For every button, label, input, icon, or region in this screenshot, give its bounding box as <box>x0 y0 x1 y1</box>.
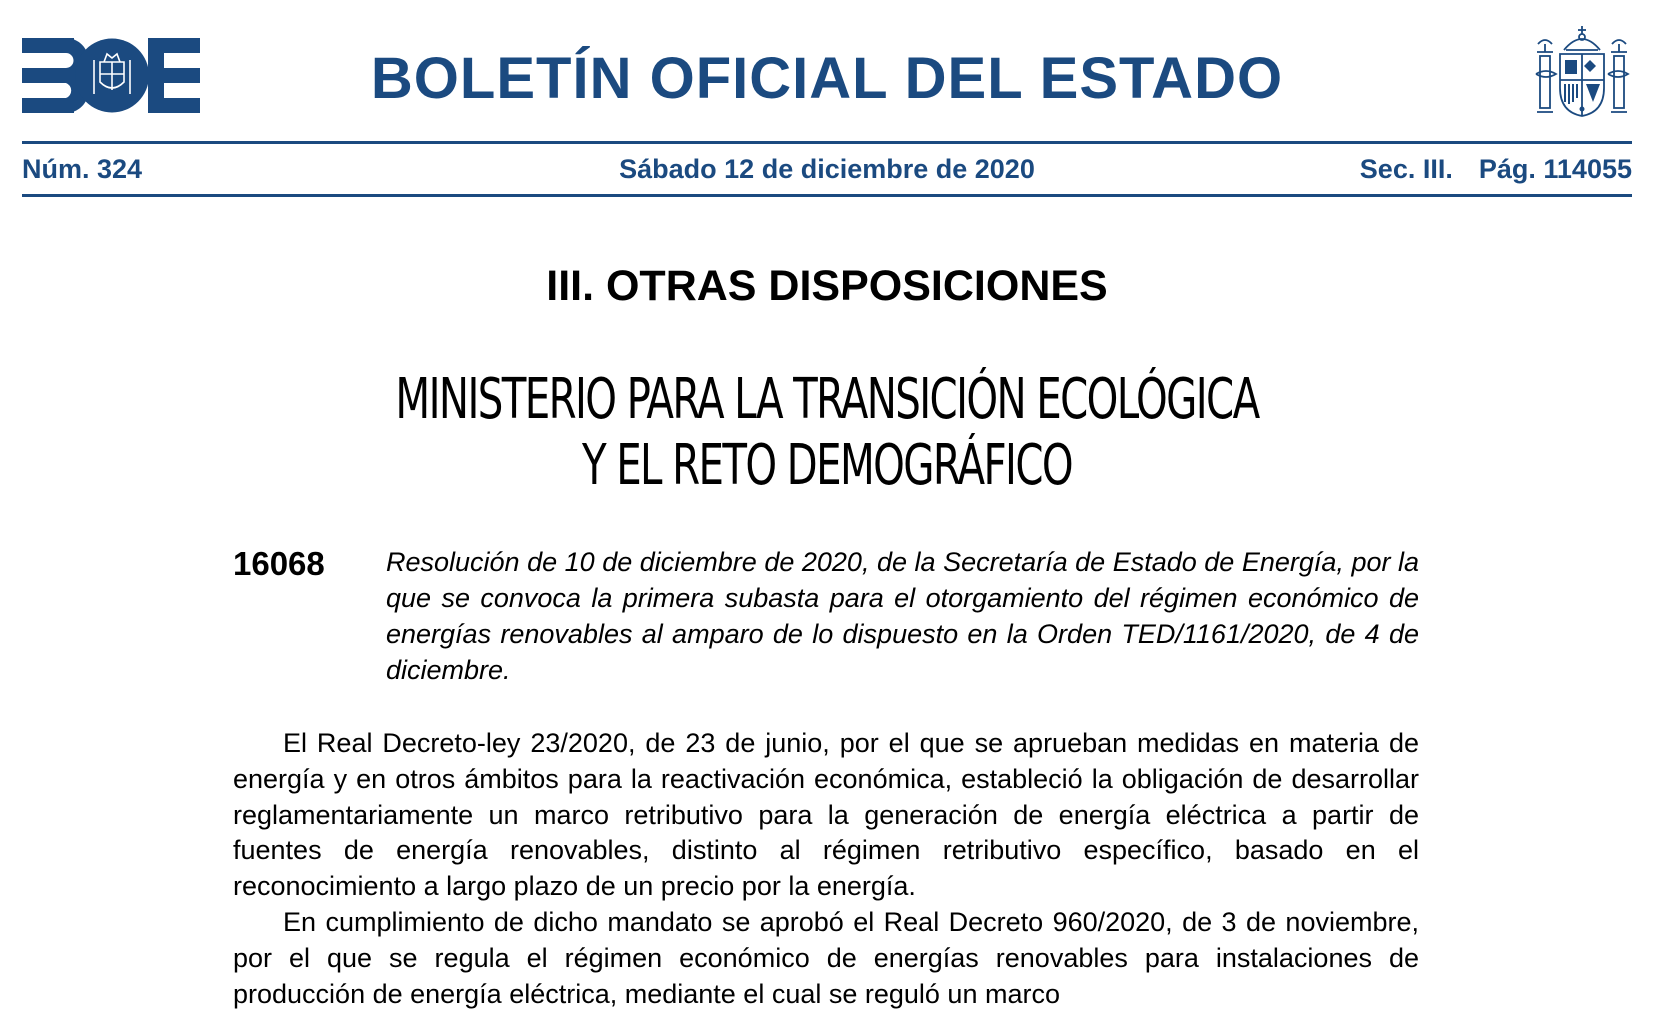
ministry-line-1: MINISTERIO PARA LA TRANSICIÓN ECOLÓGICA <box>395 367 1259 432</box>
ministry-line-2: Y EL RETO DEMOGRÁFICO <box>581 433 1073 498</box>
header-rule-top <box>22 141 1632 144</box>
section-heading: III. OTRAS DISPOSICIONES <box>546 262 1108 310</box>
resolution-title: Resolución de 10 de diciembre de 2020, de la Secretaría de Estado de Energía, por la que se convoca la primera subasta para el otorgamiento del régimen económico de energías renovables al amparo de lo dispuesto en la Orden TED/1161/2020, de 4 de diciembre. <box>386 547 1419 685</box>
spain-coat-of-arms-icon <box>1534 22 1630 122</box>
issue-date: Sábado 12 de diciembre de 2020 <box>619 154 1035 184</box>
entry-number: 16068 <box>233 545 325 582</box>
issue-number: Núm. 324 <box>22 154 143 184</box>
issue-section-page <box>1334 152 1632 186</box>
masthead-title: BOLETÍN OFICIAL DEL ESTADO <box>370 46 1284 111</box>
issue-page: Pág. 114055 <box>1478 154 1632 184</box>
issue-section: Sec. III. <box>1359 154 1453 184</box>
body-text <box>233 726 1419 1012</box>
body-paragraph: El Real Decreto-ley 23/2020, de 23 de junio, por el que se aprueban medidas en materia de energía y en otros ámbitos para la reactivación económica, estableció la obligación de desarrollar reglamentariamente un marco retributivo para la generación de energía eléctrica a partir de fuentes de energía renovables, distinto al régimen retributivo específico, basado en el reconocimiento a largo plazo de un precio por la energía. <box>233 728 1419 902</box>
header-rule-bottom <box>22 194 1632 197</box>
body-paragraph: En cumplimiento de dicho mandato se aprobó el Real Decreto 960/2020, de 3 de noviembre, por el que se regula el régimen económico de energías renovables para instalaciones de producción de energía eléctrica, mediante el cual se reguló un marco <box>233 906 1419 1009</box>
ministry-heading <box>0 367 1654 499</box>
issue-bar <box>22 152 1632 186</box>
